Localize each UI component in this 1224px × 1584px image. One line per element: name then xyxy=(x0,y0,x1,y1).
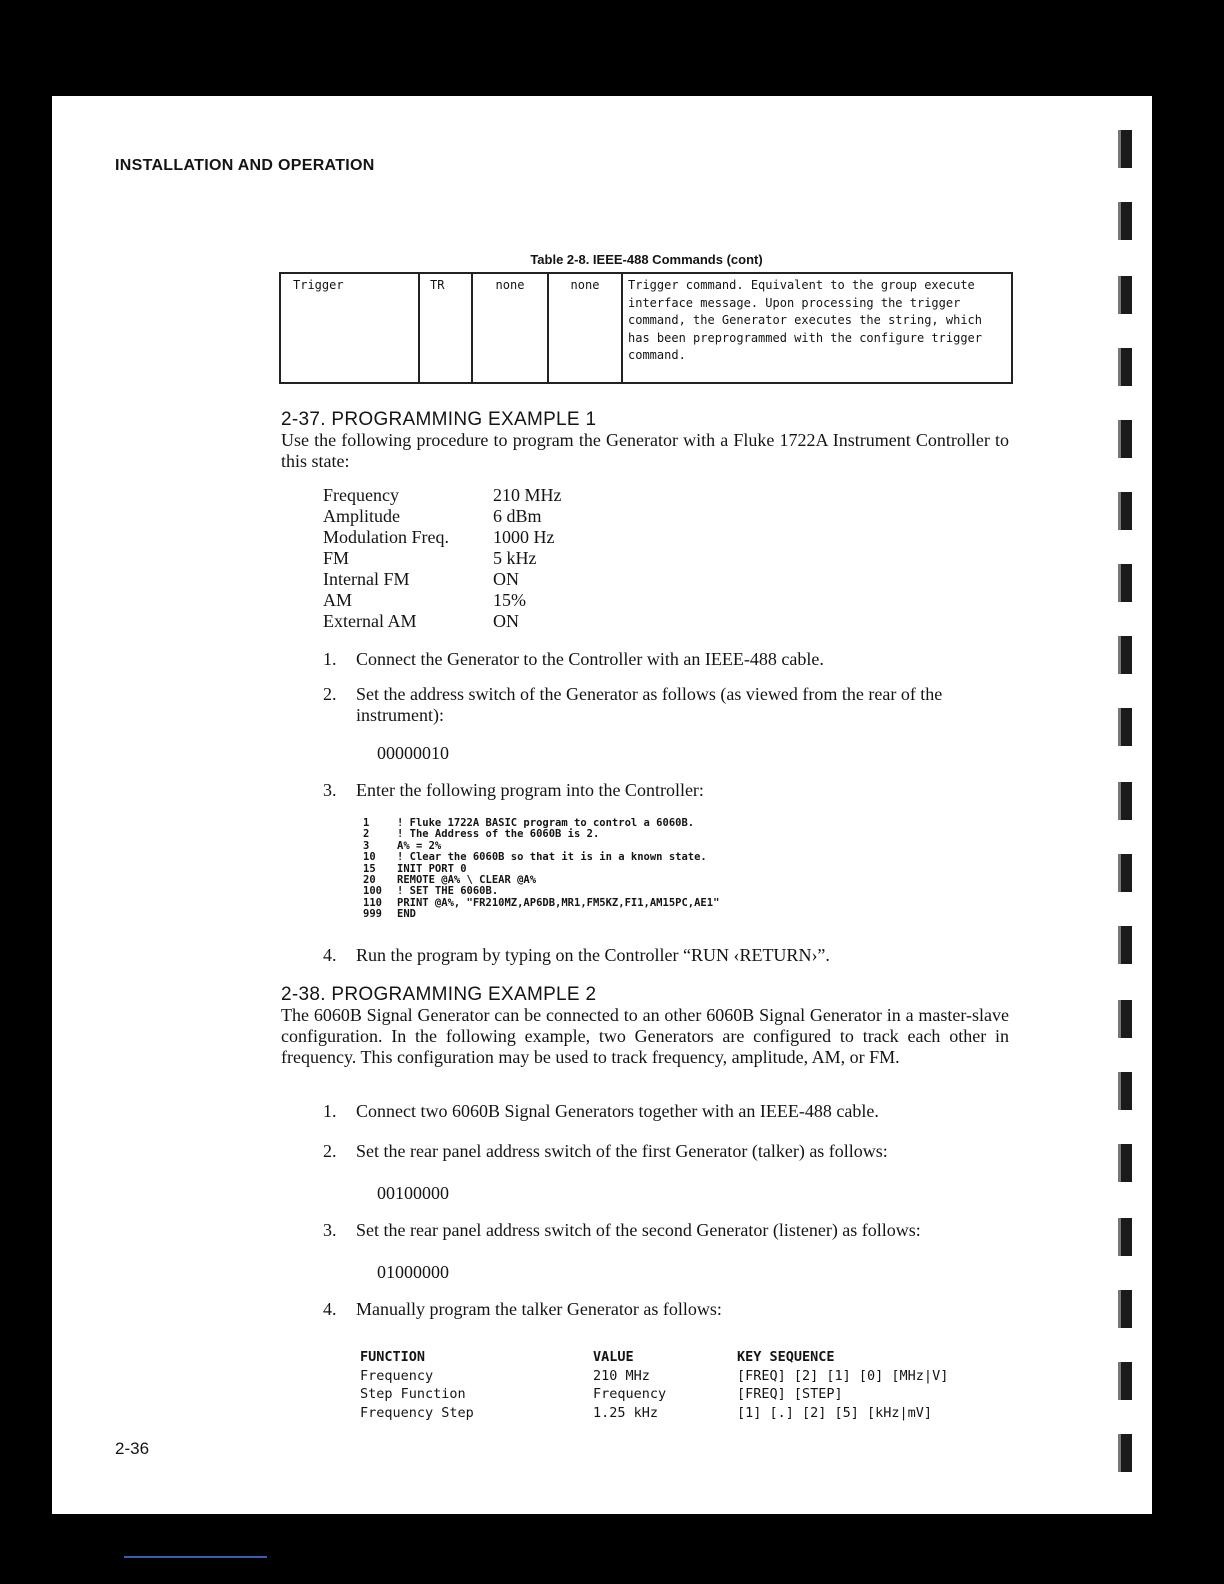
step-1-4: 4. Run the program by typing on the Controller “RUN ‹RETURN›”. xyxy=(323,945,830,965)
parameter-list xyxy=(323,485,562,632)
step-1-3: 3. Enter the following program into the Controller: xyxy=(323,780,704,800)
basic-program-listing xyxy=(363,818,719,921)
list-item: Frequency 210 MHz xyxy=(323,485,562,505)
program-line: 2 ! The Address of the 6060B is 2. xyxy=(363,828,600,841)
commands-table xyxy=(279,272,1013,384)
table-row xyxy=(280,273,1012,383)
step-2-2: 2. Set the rear panel address switch of the first Generator (talker) as follows: xyxy=(323,1141,888,1161)
table-row: Frequency Step 1.25 kHz [1] [.] [2] [5] [kHz|mV] xyxy=(360,1404,933,1421)
step-2-4: 4. Manually program the talker Generator as follows: xyxy=(323,1299,722,1319)
program-line: 999 END xyxy=(363,908,416,921)
list-item: AM 15% xyxy=(323,590,526,610)
step-1-2: 2. Set the address switch of the Generator as follows (as viewed from the rear of the instrument): xyxy=(323,684,943,725)
running-header: INSTALLATION AND OPERATION xyxy=(115,157,375,174)
table-caption: Table 2-8. IEEE-488 Commands (cont) xyxy=(530,252,763,267)
address-code-listener: 01000000 xyxy=(377,1262,449,1282)
list-item: Internal FM ON xyxy=(323,569,519,589)
key-sequence-table xyxy=(360,1348,948,1422)
program-line: 20 REMOTE @A% \ CLEAR @A% xyxy=(363,874,537,887)
program-line: 15 INIT PORT 0 xyxy=(363,862,467,875)
address-code-talker: 00100000 xyxy=(377,1183,449,1203)
table-header-row: FUNCTION VALUE KEY SEQUENCE xyxy=(360,1349,835,1365)
address-code-1: 00000010 xyxy=(377,743,449,763)
binding-marks xyxy=(1118,0,1134,1584)
program-line: 100 ! SET THE 6060B. xyxy=(363,885,499,898)
table-cell-suffix: none xyxy=(548,273,622,383)
section-heading-2-38: 2-38. PROGRAMMING EXAMPLE 2 xyxy=(281,984,597,1005)
program-line: 3 A% = 2% xyxy=(363,839,442,852)
step-2-1: 1. Connect two 6060B Signal Generators together with an IEEE-488 cable. xyxy=(323,1101,879,1121)
section1-intro: Use the following procedure to program the Generator with a Fluke 1722A Instrument Controller to this state: xyxy=(281,430,1009,471)
step-2-3: 3. Set the rear panel address switch of the second Generator (listener) as follows: xyxy=(323,1220,921,1240)
table-row: Step Function Frequency [FREQ] [STEP] xyxy=(360,1386,843,1402)
section2-intro: The 6060B Signal Generator can be connected to an other 6060B Signal Generator in a master-slave configuration. In the following example, two Generators are configured to track each other in frequency. This configuration may be used to track frequency, amplitude, AM, or FM. xyxy=(281,1005,1009,1067)
table-cell-prefix: none xyxy=(472,273,548,383)
table-cell-function: Trigger xyxy=(280,273,419,383)
program-line: 10 ! Clear the 6060B so that it is in a known state. xyxy=(363,851,707,864)
table-cell-mnemonic: TR xyxy=(419,273,472,383)
table-cell-description: Trigger command. Equivalent to the group execute interface message. Upon processing the trigger command, the Generator executes the string, which has been preprogrammed with the configure trigger command. xyxy=(622,273,1012,383)
list-item: Amplitude 6 dBm xyxy=(323,506,542,526)
scan-edge-line xyxy=(124,1556,267,1558)
step-1-1: 1. Connect the Generator to the Controller with an IEEE-488 cable. xyxy=(323,649,824,669)
table-row: Frequency 210 MHz [FREQ] [2] [1] [0] [MHz|V] xyxy=(360,1367,949,1384)
section-heading-2-37: 2-37. PROGRAMMING EXAMPLE 1 xyxy=(281,409,597,430)
list-item: Modulation Freq. 1000 Hz xyxy=(323,527,555,547)
list-item: FM 5 kHz xyxy=(323,548,537,568)
program-line: 110 PRINT @A%, "FR210MZ,AP6DB,MR1,FM5KZ,FI1,AM15PC,AE1" xyxy=(363,896,720,909)
program-line: 1 ! Fluke 1722A BASIC program to control a 6060B. xyxy=(363,817,695,829)
list-item: External AM ON xyxy=(323,611,519,631)
page-number: 2-36 xyxy=(115,1439,150,1458)
